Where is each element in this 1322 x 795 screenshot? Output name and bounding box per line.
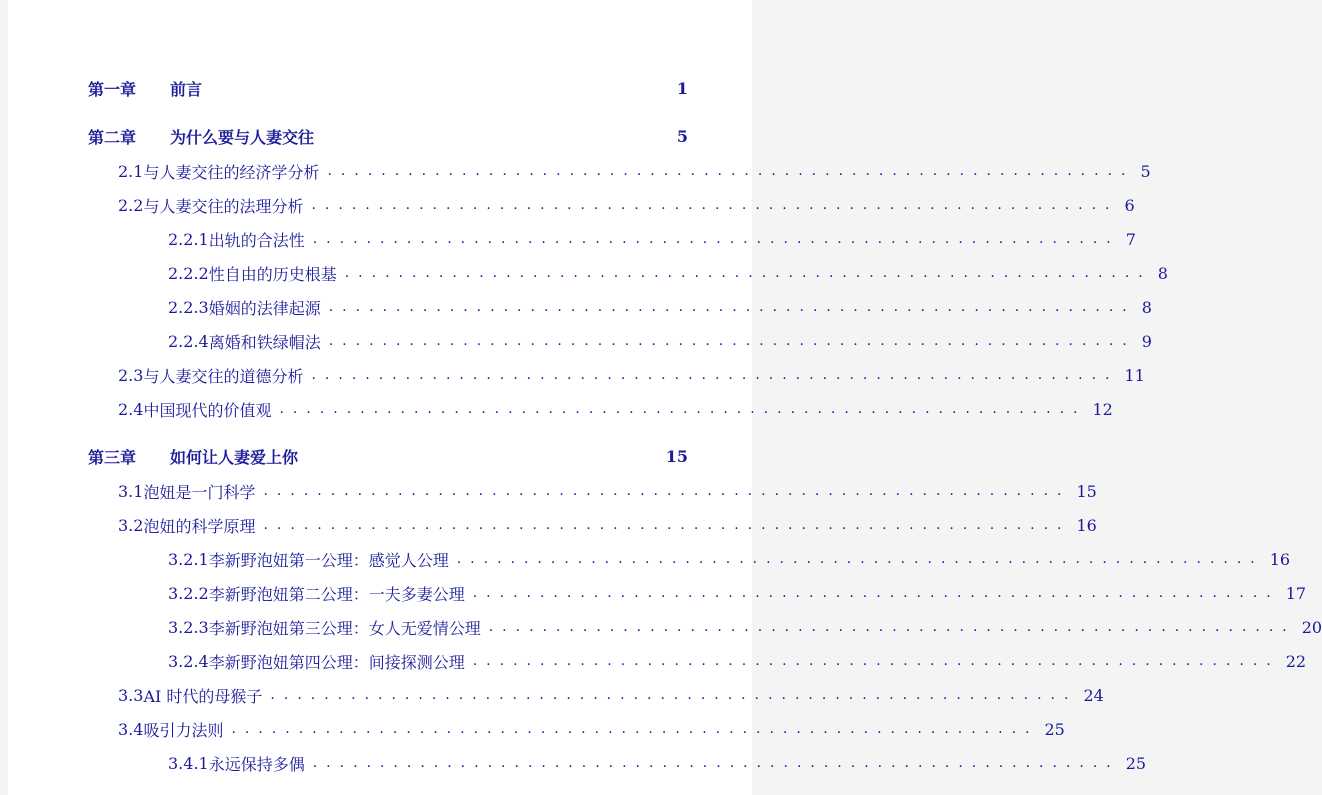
- toc-page-number: 9: [1141, 331, 1152, 351]
- toc-leader-dots: ............................................................: [311, 197, 1119, 213]
- toc-leader-dots: ............................................................: [231, 721, 1039, 737]
- toc-page-number: 25: [1044, 719, 1065, 739]
- toc-title: 性自由的历史根基: [208, 264, 337, 284]
- toc-number: 2.2.2: [168, 263, 209, 283]
- toc-title: 李新野泡妞第一公理：感觉人公理: [208, 550, 449, 570]
- toc-entry-sub[interactable]: [88, 610, 1322, 644]
- toc-leader-dots: ............................................................: [263, 517, 1071, 533]
- toc-leader-dots: ............................................................: [344, 265, 1152, 281]
- toc-entry-sub[interactable]: [88, 290, 1152, 324]
- toc-page-number: 17: [1285, 583, 1307, 603]
- toc-number: 2.2: [118, 195, 144, 215]
- toc-leader-dots: ............................................................: [488, 619, 1296, 635]
- toc-leader-dots: ............................................................: [472, 653, 1280, 669]
- toc-leader-dots: ............................................................: [263, 483, 1071, 499]
- toc-page-number: 15: [1076, 481, 1097, 501]
- toc-entry-sub[interactable]: [88, 644, 1307, 678]
- toc-title: 泡妞的科学原理: [143, 516, 256, 536]
- toc-leader-dots: ............................................................: [327, 163, 1135, 179]
- toc-page-number: 8: [1141, 297, 1152, 317]
- toc-page-number: 1: [676, 78, 688, 98]
- toc-leader-dots: ............................................................: [270, 687, 1078, 703]
- toc-page-number: 7: [1125, 229, 1136, 249]
- toc-title: 泡妞是一门科学: [143, 482, 256, 502]
- toc-entry-sec[interactable]: [88, 392, 1113, 426]
- toc-entry-chapter[interactable]: [88, 70, 688, 106]
- toc-page-number: 5: [1140, 161, 1151, 181]
- toc-entry-sub[interactable]: [88, 324, 1152, 358]
- toc-title: 出轨的合法性: [208, 230, 305, 250]
- toc-page-number: 22: [1285, 651, 1307, 671]
- toc-entry-sub[interactable]: [88, 576, 1307, 610]
- toc-page-number: 5: [676, 126, 688, 146]
- toc-title: 李新野泡妞第二公理：一夫多妻公理: [208, 584, 465, 604]
- toc-page-number: 20: [1301, 617, 1322, 637]
- toc-leader-dots: ............................................................: [311, 367, 1119, 383]
- toc-number: 2.1: [118, 161, 144, 181]
- toc-number: 3.4: [118, 719, 144, 739]
- toc-title: 与人妻交往的经济学分析: [143, 162, 320, 182]
- toc-page-number: 12: [1092, 399, 1113, 419]
- toc-number: 3.2.3: [168, 617, 209, 637]
- toc-number: 2.2.3: [168, 297, 209, 317]
- toc-page-number: 16: [1269, 549, 1291, 569]
- toc-title: 与人妻交往的道德分析: [143, 366, 304, 386]
- toc-entry-sec[interactable]: [88, 358, 1145, 392]
- toc-entry-sec[interactable]: [88, 508, 1097, 542]
- toc-leader-dots: ............................................................: [456, 551, 1264, 567]
- toc-leader-dots: ............................................................: [279, 401, 1087, 417]
- toc-number: 2.2.1: [168, 229, 209, 249]
- table-of-contents: [88, 70, 1322, 780]
- toc-number: 3.2: [118, 515, 144, 535]
- toc-leader-dots: ............................................................: [312, 755, 1120, 771]
- toc-title: AI 时代的母猴子: [143, 686, 263, 706]
- toc-entry-sec[interactable]: [88, 712, 1065, 746]
- toc-entry-sub[interactable]: [88, 746, 1147, 780]
- toc-number: 2.3: [118, 365, 144, 385]
- toc-entry-sub[interactable]: [88, 256, 1168, 290]
- toc-page-number: 8: [1157, 263, 1168, 283]
- toc-entry-sec[interactable]: [88, 678, 1104, 712]
- toc-number: 3.2.1: [168, 549, 209, 569]
- toc-number: 第二章: [88, 127, 137, 147]
- toc-entry-sec[interactable]: [88, 474, 1097, 508]
- toc-number: 3.2.4: [168, 651, 209, 671]
- toc-title: 为什么要与人妻交往: [170, 127, 315, 147]
- toc-page-number: 11: [1124, 365, 1145, 385]
- toc-leader-dots: ............................................................: [472, 585, 1280, 601]
- toc-title: 如何让人妻爱上你: [170, 447, 299, 467]
- toc-number: 3.2.2: [168, 583, 209, 603]
- toc-title: 与人妻交往的法理分析: [143, 196, 304, 216]
- toc-number: 3.4.1: [168, 753, 209, 773]
- toc-title: 婚姻的法律起源: [208, 298, 321, 318]
- toc-title: 前言: [170, 79, 203, 99]
- toc-leader-dots: ............................................................: [328, 299, 1136, 315]
- toc-entry-sec[interactable]: [88, 188, 1135, 222]
- toc-title: 中国现代的价值观: [143, 400, 272, 420]
- toc-title: 李新野泡妞第三公理：女人无爱情公理: [208, 618, 481, 638]
- toc-page-number: 24: [1083, 685, 1104, 705]
- toc-title: 永远保持多偶: [208, 754, 305, 774]
- toc-page-number: 25: [1125, 753, 1147, 773]
- toc-number: 2.4: [118, 399, 144, 419]
- toc-entry-sec[interactable]: [88, 154, 1151, 188]
- toc-number: 第三章: [88, 447, 137, 467]
- toc-entry-chapter[interactable]: [88, 118, 688, 154]
- toc-number: 2.2.4: [168, 331, 209, 351]
- toc-number: 第一章: [88, 79, 137, 99]
- toc-page-number: 6: [1124, 195, 1135, 215]
- toc-number: 3.3: [118, 685, 144, 705]
- document-page: [8, 0, 1322, 795]
- toc-title: 离婚和铁绿帽法: [208, 332, 321, 352]
- toc-entry-sub[interactable]: [88, 542, 1291, 576]
- toc-page-number: 16: [1076, 515, 1097, 535]
- toc-number: 3.1: [118, 481, 144, 501]
- toc-leader-dots: ............................................................: [312, 231, 1120, 247]
- toc-entry-sub[interactable]: [88, 222, 1136, 256]
- toc-entry-chapter[interactable]: [88, 438, 688, 474]
- toc-title: 吸引力法则: [143, 720, 224, 740]
- toc-leader-dots: ............................................................: [328, 333, 1136, 349]
- toc-title: 李新野泡妞第四公理：间接探测公理: [208, 652, 465, 672]
- toc-page-number: 15: [665, 446, 688, 466]
